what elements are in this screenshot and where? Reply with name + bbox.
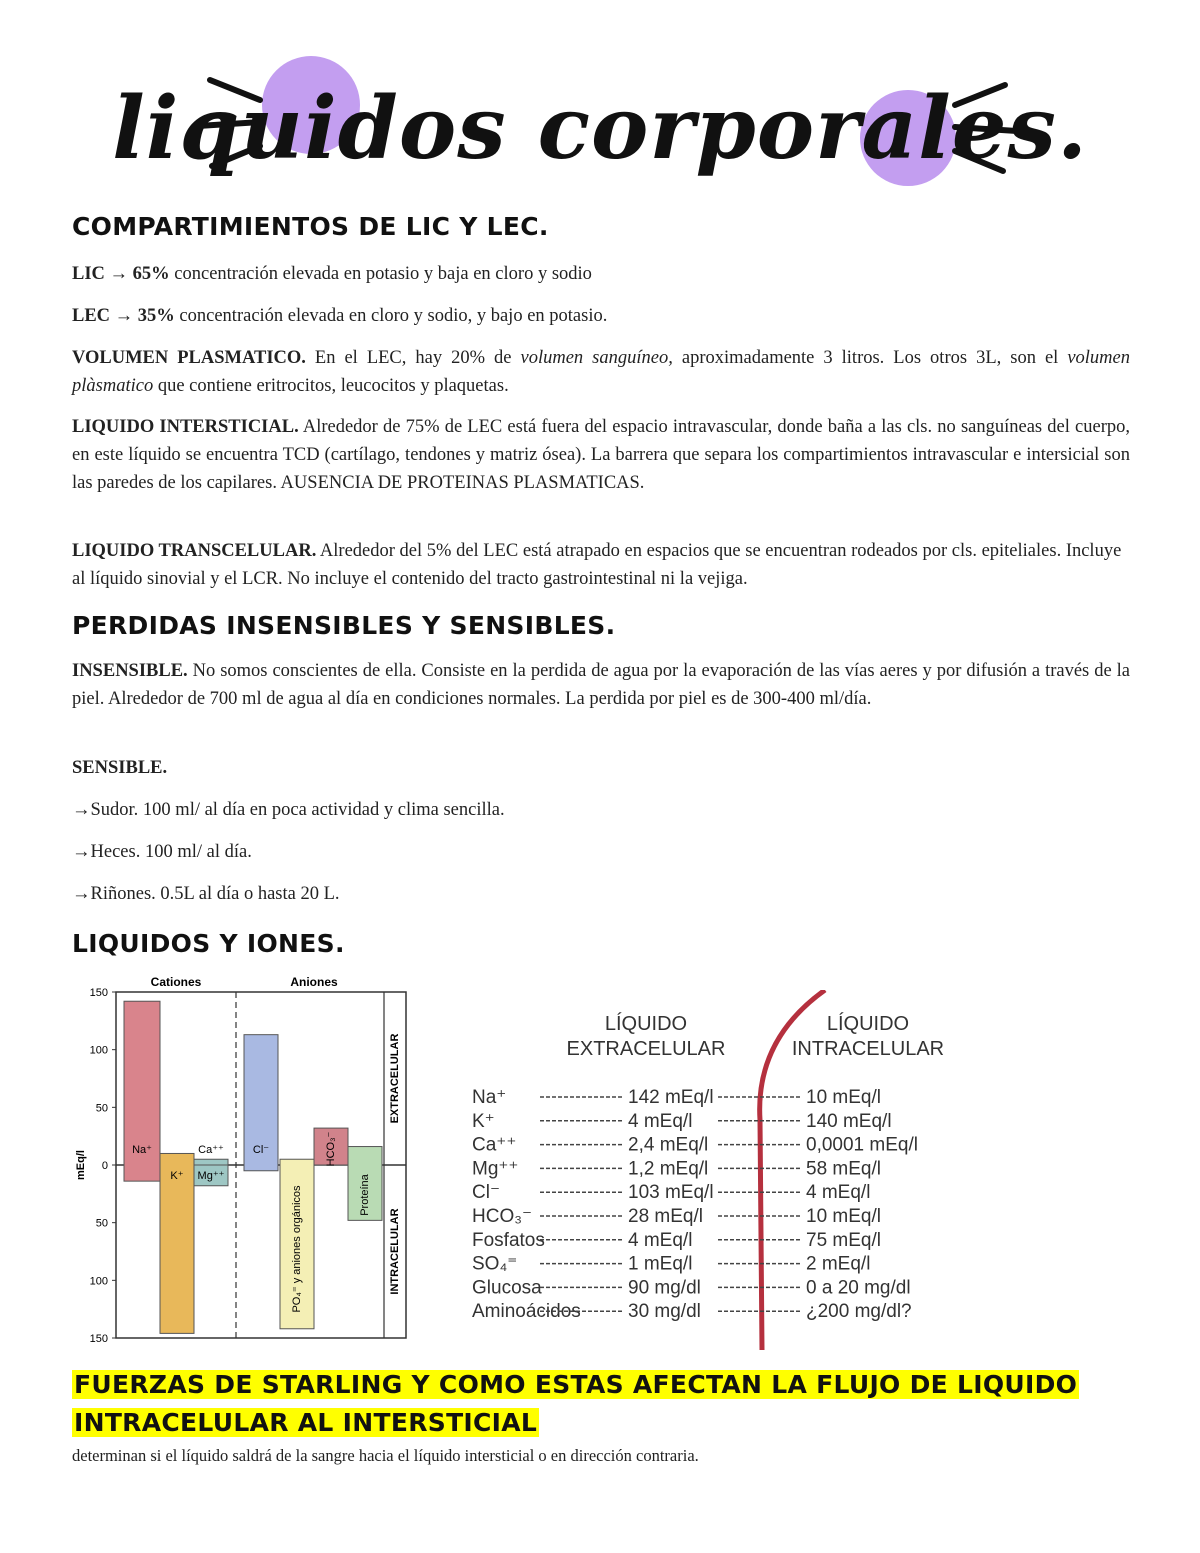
intersticial-label: LIQUIDO INTERSTICIAL. (72, 417, 299, 437)
side-label-extracelular: EXTRACELULAR (389, 1033, 401, 1124)
ion-int-value: 58 mEq/l (806, 1158, 881, 1180)
ion-int-value: 140 mEq/l (806, 1110, 892, 1132)
ion-ext-value: 1,2 mEq/l (628, 1158, 709, 1180)
ion-ext-value: 142 mEq/l (628, 1087, 714, 1108)
volumen-text-2: aproximadamente 3 litros. Los otros 3L, son el (672, 348, 1068, 368)
ion-int-value: ¿200 mg/dl? (806, 1301, 912, 1323)
y-tick-label: 100 (89, 1044, 108, 1057)
sensible-label-text: SENSIBLE. (72, 758, 168, 778)
paragraph-volumen-plasmatico (72, 344, 1130, 400)
ion-name: Cl⁻ (472, 1182, 500, 1204)
transcelular-text: Alrededor del 5% del LEC está atrapado en espacios que se encuentran rodeados por cls. epiteliales. Incluye al líquido sinovial y el LCR. No incluye el contenido del tracto gastrointestinal ni la vejiga. (72, 541, 1122, 589)
lic-text: concentración elevada en potasio y baja en cloro y sodio (169, 264, 592, 284)
ion-name: HCO₃⁻ (472, 1206, 532, 1227)
section-heading-perdidas: PERDIDAS INSENSIBLES Y SENSIBLES. (72, 611, 616, 640)
header-int-line-1: LÍQUIDO (826, 1013, 910, 1035)
paragraph-transcelular (72, 537, 1130, 593)
bar-2 (194, 1159, 228, 1165)
lec-text: concentración elevada en cloro y sodio, y bajo en potasio. (174, 306, 608, 326)
ion-ext-value: 28 mEq/l (628, 1206, 703, 1227)
section-heading-compartimientos: COMPARTIMIENTOS DE LIC Y LEC. (72, 212, 549, 241)
ion-ext-value: 4 mEq/l (628, 1110, 693, 1132)
volumen-text-3: que contiene eritrocitos, leucocitos y plaquetas. (153, 376, 509, 396)
paragraph-starling: determinan si el líquido saldrá de la sangre hacia el líquido intersticial o en dirección contraria. (72, 1446, 699, 1465)
y-axis-label: mEq/l (75, 1150, 87, 1180)
y-tick-label: 150 (89, 1333, 108, 1345)
paragraph-lic (72, 260, 1130, 288)
y-tick-label: 50 (95, 1217, 108, 1230)
ion-name: Fosfatos (472, 1229, 545, 1251)
ion-name: Ca⁺⁺ (472, 1134, 517, 1156)
ion-ext-value: 90 mg/dl (628, 1277, 701, 1299)
header-ext-line-1: LÍQUIDO (604, 1013, 688, 1035)
lec-label: LEC → 35% (72, 306, 175, 326)
lic-label: LIC → 65% (72, 264, 170, 284)
ion-bar-chart (70, 972, 418, 1352)
section-heading-starling (72, 1366, 1079, 1442)
ion-int-value: 0 a 20 mg/dl (806, 1277, 911, 1299)
intersticial-text: Alrededor de 75% de LEC está fuera del espacio intravascular, donde baña a las cls. no sanguíneas del cuerpo, en este líquido se encuentra TCD (cartílago, tendones y matriz ósea). La barrera que separa los compartimientos intravascular e intersicial son las paredes de los capilares. AUSENCIA DE PROTEINAS PLASMATICAS. (72, 417, 1130, 493)
side-label-intracelular: INTRACELULAR (389, 1208, 401, 1295)
volumen-label: VOLUMEN PLASMATICO. (72, 348, 306, 368)
bar-label: K⁺ (170, 1170, 184, 1182)
group-label-cationes: Cationes (150, 975, 202, 989)
paragraph-insensible (72, 657, 1130, 713)
ion-name: K⁺ (472, 1110, 495, 1132)
ion-name: Mg⁺⁺ (472, 1158, 519, 1180)
title-banner (0, 50, 1200, 200)
ion-int-value: 2 mEq/l (806, 1253, 871, 1275)
starling-heading-line-2: INTRACELULAR AL INTERSTICIAL (74, 1408, 538, 1437)
volumen-italic-2: volumen plàsmatico (72, 348, 1130, 396)
ion-int-value: 10 mEq/l (806, 1087, 881, 1108)
bar-label: Ca⁺⁺ (198, 1144, 224, 1156)
ion-name: Na⁺ (472, 1087, 507, 1108)
paragraph-intersticial (72, 413, 1130, 497)
insensible-label: INSENSIBLE. (72, 661, 188, 681)
ion-name: Glucosa (472, 1277, 542, 1299)
y-tick-label: 100 (89, 1275, 108, 1288)
ion-int-value: 0,0001 mEq/l (806, 1134, 918, 1156)
bar-label: PO₄⁼ y aniones orgánicos (291, 1185, 303, 1313)
ion-name: SO₄⁼ (472, 1253, 518, 1275)
y-tick-label: 50 (95, 1102, 108, 1115)
ion-ext-value: 30 mg/dl (628, 1301, 701, 1323)
bar-label: HCO₃⁻ (325, 1131, 337, 1167)
group-label-aniones: Aniones (290, 975, 338, 989)
list-item: →Riñones. 0.5L al día o hasta 20 L. (72, 884, 340, 904)
sensible-label (72, 754, 1130, 782)
ion-bar-chart-svg (70, 972, 418, 1352)
list-item: →Sudor. 100 ml/ al día en poca actividad y clima sencilla. (72, 800, 505, 820)
header-int-line-2: INTRACELULAR (791, 1038, 945, 1060)
header-ext-line-2: EXTRACELULAR (566, 1038, 726, 1060)
y-tick-label: 150 (89, 987, 108, 999)
bar-label: Mg⁺⁺ (197, 1170, 225, 1182)
ion-int-value: 4 mEq/l (806, 1182, 871, 1204)
page-title: liquidos corporales. (112, 78, 1088, 179)
starling-heading-line-1: FUERZAS DE STARLING Y COMO ESTAS AFECTAN LA FLUJO DE LIQUIDO (74, 1370, 1078, 1399)
paragraph-lec (72, 302, 1130, 330)
list-item: →Heces. 100 ml/ al día. (72, 842, 252, 862)
volumen-text-1: En el LEC, hay 20% de (305, 348, 521, 368)
y-tick-label: 0 (101, 1160, 108, 1172)
ion-table-svg (460, 990, 1020, 1350)
ion-int-value: 75 mEq/l (806, 1229, 881, 1251)
insensible-text: No somos conscientes de ella. Consiste en la perdida de agua por la evaporación de las vías aeres y por difusión a través de la piel. Alrededor de 700 ml de agua al día en condiciones normales. La perdida por piel es de 300-400 ml/día. (72, 661, 1130, 709)
ion-ext-value: 2,4 mEq/l (628, 1134, 709, 1156)
ion-name: Aminoácidos (472, 1301, 581, 1323)
volumen-italic-1: volumen sanguíneo, (520, 348, 673, 368)
bar-label: Cl⁻ (252, 1144, 270, 1156)
ion-int-value: 10 mEq/l (806, 1206, 881, 1227)
ion-ext-value: 1 mEq/l (628, 1253, 693, 1275)
ion-table (460, 990, 1020, 1350)
bar-label: Proteína (359, 1174, 371, 1216)
ion-ext-value: 103 mEq/l (628, 1182, 714, 1204)
section-heading-liquidos-iones: LIQUIDOS Y IONES. (72, 929, 345, 958)
ion-ext-value: 4 mEq/l (628, 1229, 693, 1251)
transcelular-label: LIQUIDO TRANSCELULAR. (72, 541, 317, 561)
bar-label: Na⁺ (132, 1144, 152, 1156)
